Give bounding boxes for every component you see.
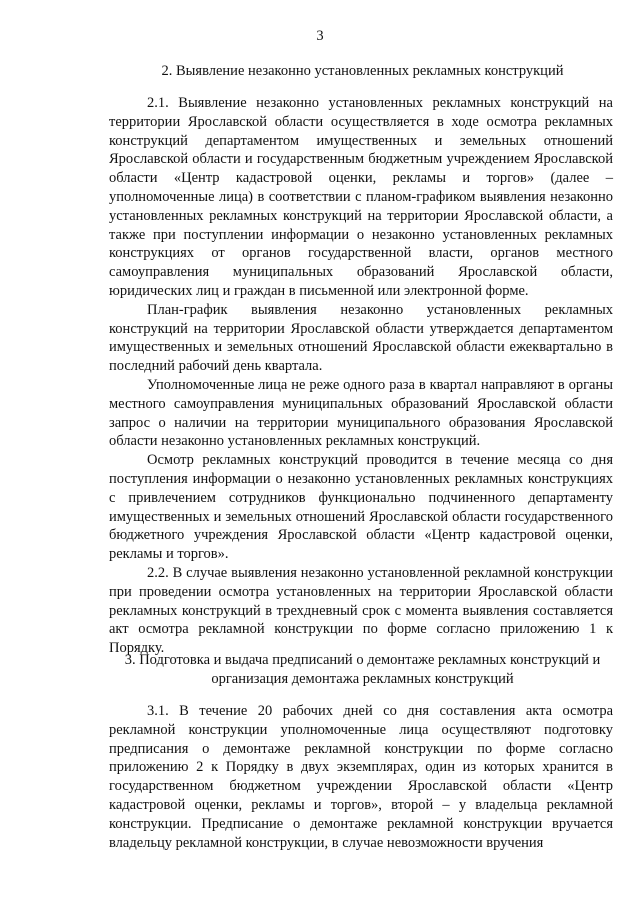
paragraph-2-2: 2.2. В случае выявления незаконно установленной рекламной конструкции при проведении осмотра установленных на территории Ярославской области рекламных конструкций в трехдневный срок с момента выявления составляется акт осмотра рекламной конструкции по форме согласно приложению 1 к Порядку. bbox=[109, 564, 613, 657]
page-number: 3 bbox=[316, 28, 324, 44]
section-2-body bbox=[109, 94, 613, 658]
paragraph-3-1: 3.1. В течение 20 рабочих дней со дня составления акта осмотра рекламной конструкции уполномоченные лица осуществляют подготовку предписания о демонтаже рекламной конструкции по форме согласно приложению 2 к Порядку в двух экземплярах, один из которых хранится в государственном бюджетном учреждении Ярославской области «Центр кадастровой оценки, рекламы и торгов», второй – у владельца рекламной конструкции. Предписание о демонтаже рекламной конструкции вручается владельцу рекламной конструкции, в случае невозможности вручения bbox=[109, 703, 613, 851]
paragraph-authorized-persons: Уполномоченные лица не реже одного раза в квартал направляют в органы местного самоуправления муниципальных образований Ярославской области запрос о наличии на территории муниципального образования Ярославской области незаконно установленных рекламных конструкций. bbox=[109, 376, 613, 450]
section-3-body bbox=[109, 702, 613, 852]
paragraph-plan-schedule: План-график выявления незаконно установленных рекламных конструкций на территории Ярославской области утверждается департаментом имущественных и земельных отношений Ярославской области ежеквартально в последний рабочий день квартала. bbox=[109, 301, 613, 375]
section-3-heading: 3. Подготовка и выдача предписаний о демонтаже рекламных конструкций и организация демонтажа рекламных конструкций bbox=[124, 652, 601, 687]
paragraph-2-1: 2.1. Выявление незаконно установленных рекламных конструкций на территории Ярославской области осуществляется в ходе осмотра рекламных конструкций департаментом имущественных и земельных отношений Ярославской области и государственным бюджетным учреждением Ярославской области «Центр кадастровой оценки, рекламы и торгов» (далее – уполномоченные лица) в соответствии с планом-графиком выявления незаконно установленных рекламных конструкций на территории Ярославской области, а также при поступлении информации о незаконно установленных рекламных конструкциях от органов государственной власти, органов местного самоуправления муниципальных образований Ярославской области, юридических лиц и граждан в письменной или электронной форме. bbox=[109, 95, 613, 299]
paragraph-inspection: Осмотр рекламных конструкций проводится в течение месяца со дня поступления информации о незаконно установленных рекламных конструкциях с привлечением сотрудников функционально подчиненного департаменту имущественных и земельных отношений Ярославской области государственного бюджетного учреждения Ярославской области «Центр кадастровой оценки, рекламы и торгов». bbox=[109, 452, 613, 563]
section-2-heading: 2. Выявление незаконно установленных рекламных конструкций bbox=[161, 63, 564, 79]
